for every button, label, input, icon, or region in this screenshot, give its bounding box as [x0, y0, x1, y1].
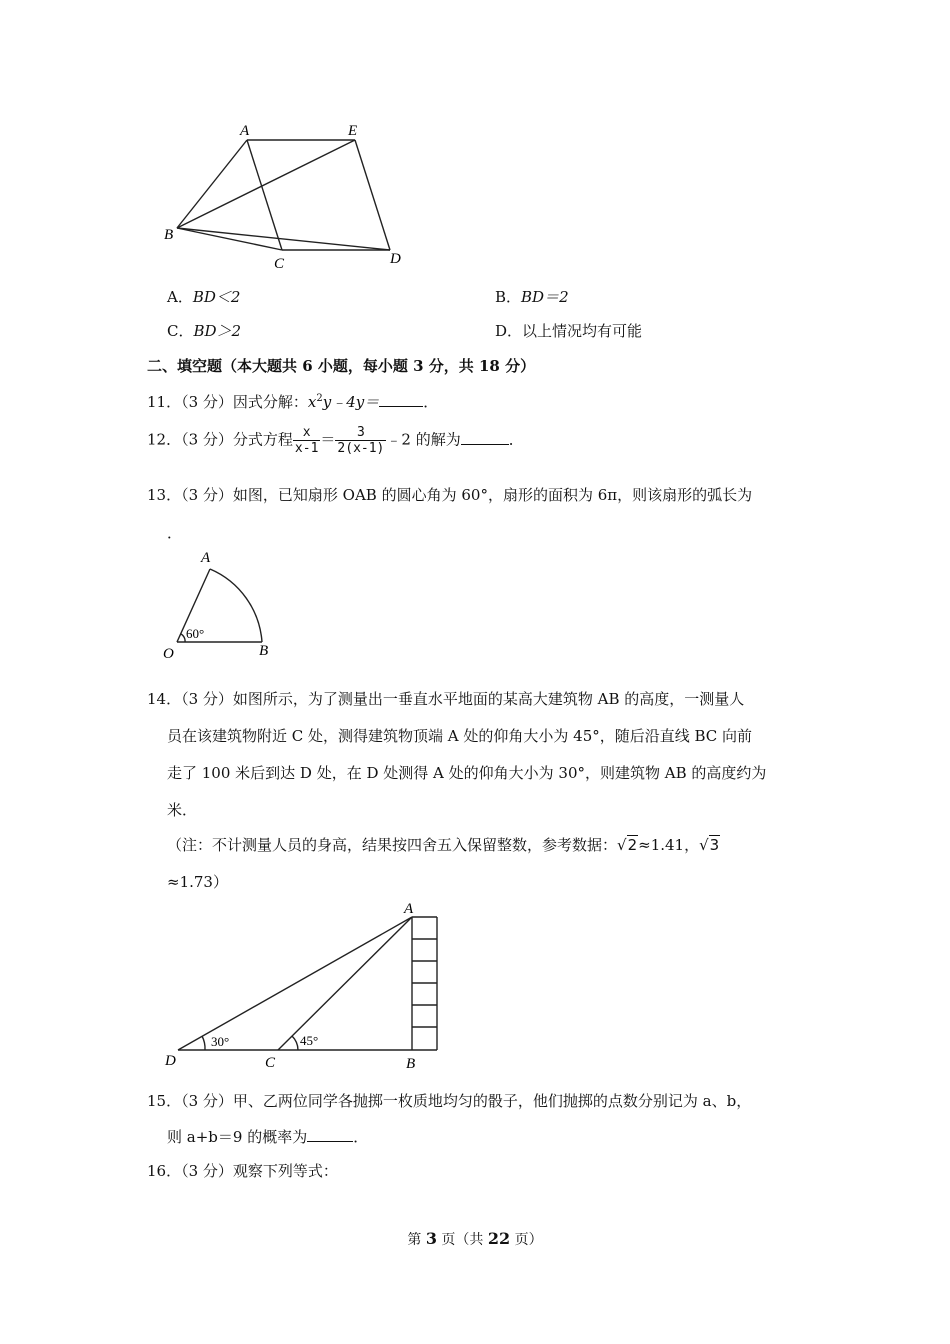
q12-text: 分式方程 — [232, 430, 293, 449]
q14-figure — [155, 895, 455, 1075]
q10-option-d — [495, 320, 642, 341]
q10-option-a — [167, 286, 240, 307]
q13-label-b: B — [259, 643, 269, 659]
q15-end: ． — [353, 1128, 369, 1146]
q12-answer-blank — [461, 444, 509, 445]
q15-score: （3 分） — [181, 1092, 233, 1110]
q14-sqrt2-radicand: 2 — [627, 836, 638, 854]
q14-note-a: （注：不计测量人员的身高，结果按四舍五入保留整数，参考数据： — [167, 836, 618, 854]
q14-label-c: C — [265, 1055, 276, 1071]
q14-angle45-label: 45° — [300, 1033, 319, 1048]
q13-figure — [155, 545, 285, 665]
q15-answer-blank — [307, 1141, 353, 1142]
q12-fraction-1 — [293, 425, 320, 456]
q10-option-a-text: BD＜2 — [192, 288, 241, 306]
q16 — [147, 1160, 338, 1181]
q11-expr-x: x — [307, 393, 317, 411]
q14-sqrt3-radicand: 3 — [709, 836, 720, 854]
q14-approx1: ≈1.41， — [638, 836, 700, 854]
q10-label-d: D — [390, 251, 401, 267]
q15-number: 15． — [147, 1092, 182, 1110]
q13-score: （3 分） — [181, 486, 233, 504]
q12-equals: ＝ — [320, 430, 336, 449]
q16-number: 16． — [147, 1162, 182, 1180]
q15-line2-text: 则 a+b＝9 的概率为 — [167, 1128, 308, 1146]
q11-end: ． — [423, 393, 439, 411]
q12-frac1-numerator: x — [293, 425, 320, 441]
q14-label-d: D — [165, 1053, 176, 1069]
q10-option-d-text: 以上情况均有可能 — [522, 322, 643, 340]
q12-score: （3 分） — [181, 430, 233, 449]
q14-score: （3 分） — [181, 690, 233, 708]
q14-line1-text: 如图所示，为了测量出一垂直水平地面的某高大建筑物 AB 的高度，一测量人 — [232, 690, 745, 708]
q10-label-b: B — [164, 227, 174, 243]
q10-option-b — [495, 286, 569, 307]
q15-line2 — [167, 1126, 368, 1147]
q10-option-b-text: BD＝2 — [521, 288, 569, 306]
q12-fraction-2 — [335, 425, 386, 456]
q14-line2: 员在该建筑物附近 C 处，测得建筑物顶端 A 处的仰角大小为 45°，随后沿直线 BC 向前 — [167, 727, 753, 745]
q10-label-c: C — [274, 256, 285, 272]
q14-line3: 走了 100 米后到达 D 处，在 D 处测得 A 处的仰角大小为 30°，则建筑物 AB 的高度约为 — [167, 764, 767, 782]
q14-sqrt2: √2 — [617, 836, 638, 854]
q11 — [147, 391, 438, 412]
footer-total-pages: 22 — [487, 1229, 511, 1248]
q10-option-a-prefix: A． — [167, 288, 193, 306]
q12-frac2-denominator: 2(x-1) — [337, 441, 385, 456]
q12-end: ． — [508, 430, 524, 449]
footer-page-number: 3 — [425, 1229, 437, 1248]
q14-label-a: A — [404, 901, 414, 917]
q12-number: 12． — [147, 430, 182, 449]
section2-title: 二、填空题（本大题共 6 小题，每小题 3 分，共 18 分） — [147, 357, 536, 375]
q15-line1-text: 甲、乙两位同学各抛掷一枚质地均匀的骰子，他们抛掷的点数分别记为 a、b， — [232, 1092, 752, 1110]
q11-answer-blank — [379, 406, 423, 407]
q12 — [147, 425, 524, 456]
q10-option-c — [167, 320, 241, 341]
footer-mid: 页（共 — [436, 1232, 488, 1248]
q13-label-a: A — [201, 550, 211, 566]
q12-frac2-numerator: 3 — [335, 425, 386, 441]
q14-angle30-label: 30° — [211, 1034, 230, 1049]
q15-line1 — [147, 1090, 751, 1111]
q13-number: 13． — [147, 486, 182, 504]
q12-tail: ﹣2 的解为 — [386, 430, 461, 449]
q11-number: 11． — [147, 393, 182, 411]
q12-frac1-denominator: x-1 — [294, 441, 319, 456]
q10-option-b-prefix: B． — [495, 288, 522, 306]
q14-sqrt3: √3 — [699, 836, 720, 854]
q10-figure — [150, 115, 420, 275]
q11-score: （3 分） — [181, 393, 233, 411]
q11-expr-sup: 2 — [316, 393, 323, 404]
q14-line4 — [167, 799, 197, 820]
q11-expr-rest: y﹣4y＝ — [322, 393, 380, 411]
q14-number: 14． — [147, 690, 182, 708]
page-footer — [0, 1229, 950, 1249]
q10-option-c-text: BD＞2 — [193, 322, 242, 340]
footer-suffix: 页） — [510, 1232, 543, 1248]
q13-text: 如图，已知扇形 OAB 的圆心角为 60°，扇形的面积为 6π，则该扇形的弧长为 — [232, 486, 753, 504]
q13-label-o: O — [163, 646, 174, 662]
q14-line1 — [147, 688, 744, 709]
q14-line4-text: 米． — [167, 801, 198, 819]
q14-note — [167, 834, 720, 855]
q13-end: ． — [167, 524, 183, 542]
q10-option-c-prefix: C． — [167, 322, 194, 340]
q16-score: （3 分） — [181, 1162, 233, 1180]
q14-note-b: ≈1.73） — [167, 873, 228, 891]
q14-label-b: B — [406, 1056, 416, 1072]
q10-label-e: E — [348, 123, 358, 139]
q10-option-d-prefix: D． — [495, 322, 523, 340]
q16-text: 观察下列等式： — [232, 1162, 338, 1180]
q13 — [147, 484, 752, 505]
q10-label-a: A — [240, 123, 250, 139]
q13-angle-label: 60° — [186, 626, 205, 641]
footer-prefix: 第 — [407, 1232, 426, 1248]
q11-text: 因式分解： — [232, 393, 308, 411]
